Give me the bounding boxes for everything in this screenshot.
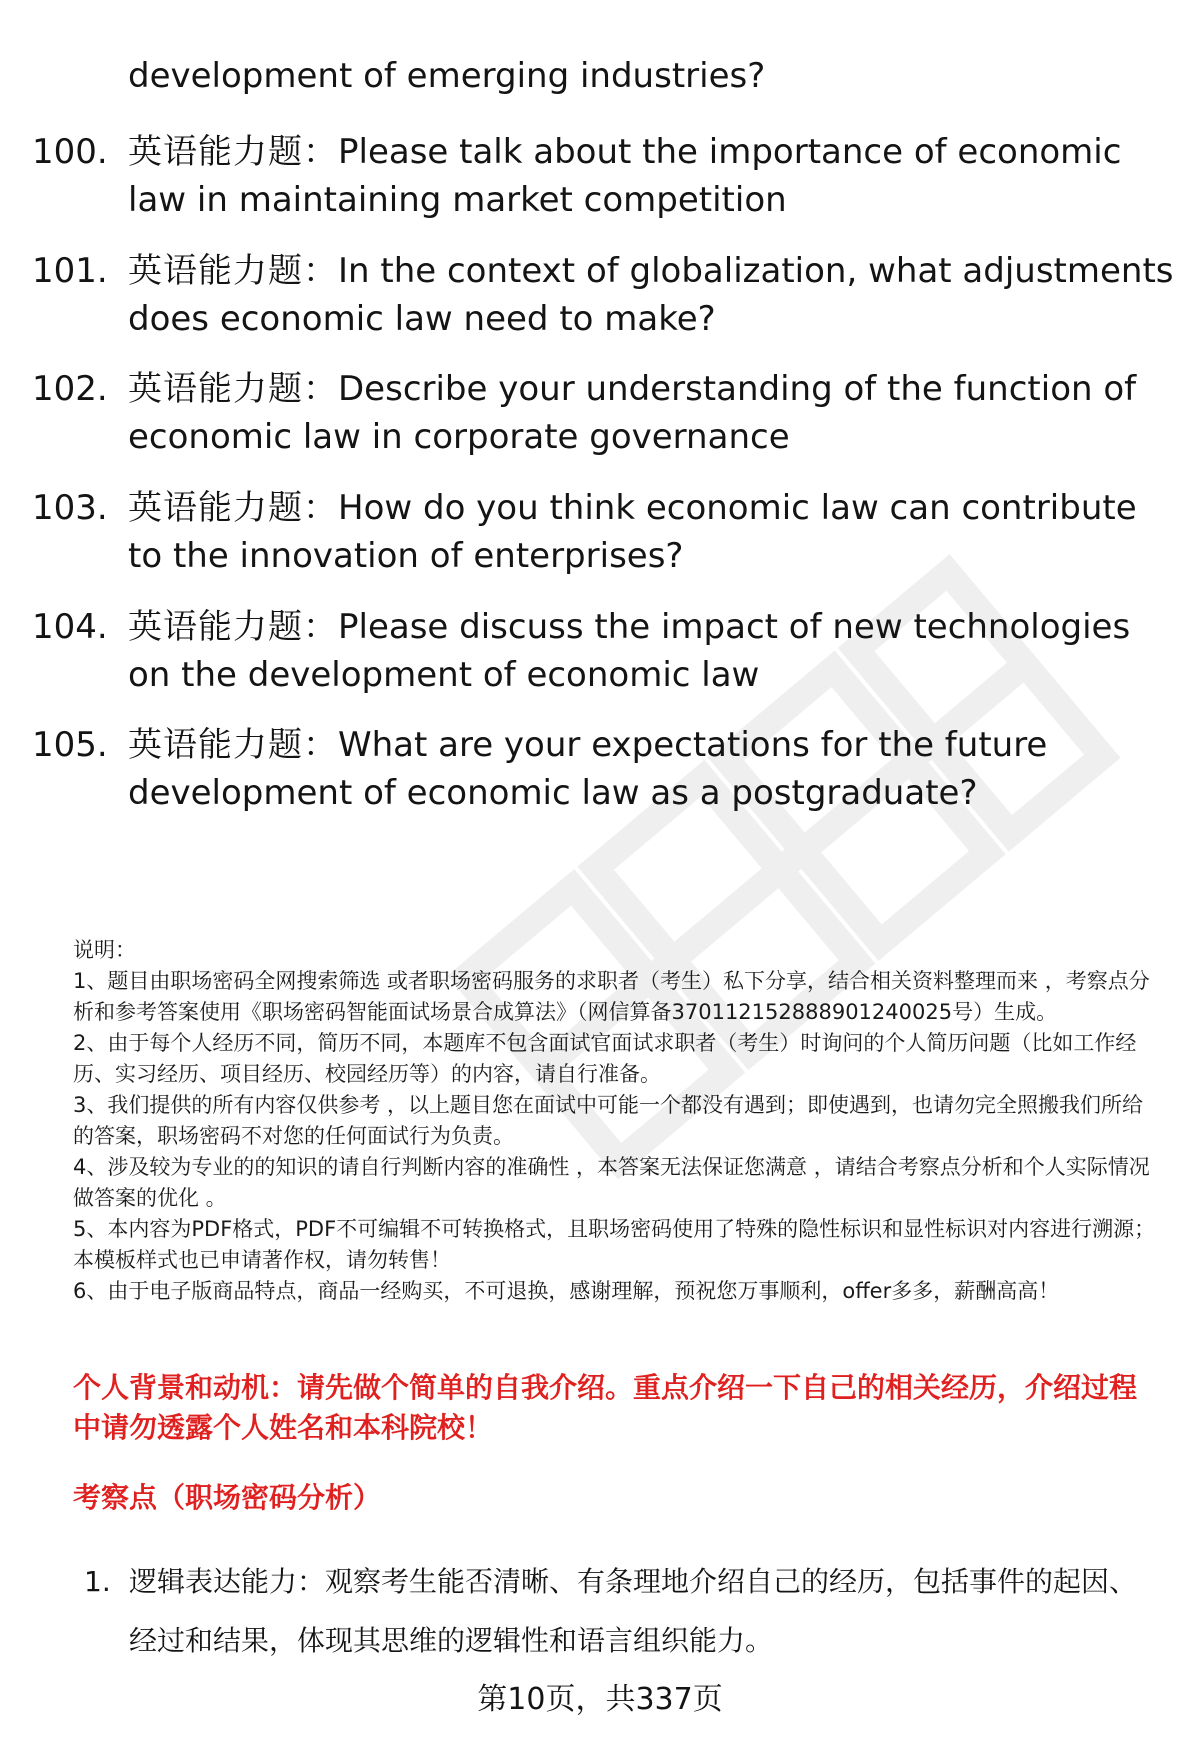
question-label: 英语能力题： bbox=[128, 725, 338, 765]
question-body bbox=[128, 52, 1178, 100]
question-label: 英语能力题： bbox=[128, 607, 338, 647]
notes-item: 4、涉及较为专业的的知识的请自行判断内容的准确性 ，本答案无法保证您满意 ，请结合考察点分析和个人实际情况做答案的优化 。 bbox=[73, 1155, 1150, 1210]
question-label: 英语能力题： bbox=[128, 488, 338, 528]
notes-item: 3、我们提供的所有内容仅供参考 ，以上题目您在面试中可能一个都没有遇到；即使遇到，也请勿完全照搬我们所给的答案，职场密码不对您的任何面试行为负责。 bbox=[73, 1093, 1144, 1148]
question-text: How do you think economic law can contribute to the innovation of enterprises? bbox=[128, 488, 1137, 576]
question-text: development of emerging industries? bbox=[128, 56, 766, 96]
notes-heading: 说明： bbox=[73, 938, 136, 962]
question-text: Please discuss the impact of new technologies on the development of economic law bbox=[128, 607, 1131, 695]
question-text: What are your expectations for the future development of economic law as a postgraduate? bbox=[128, 725, 1048, 813]
point-text: 逻辑表达能力：观察考生能否清晰、有条理地介绍自己的经历，包括事件的起因、经过和结果，体现其思维的逻辑性和语言组织能力。 bbox=[129, 1565, 1138, 1657]
question-text: Describe your understanding of the function of economic law in corporate governance bbox=[128, 369, 1137, 457]
notes-item: 1、题目由职场密码全网搜索筛选 或者职场密码服务的求职者（考生）私下分享，结合相关资料整理而来 ，考察点分析和参考答案使用《职场密码智能面试场景合成算法》（网信算备370112152888901240025号）生成。 bbox=[73, 969, 1150, 1024]
question-body bbox=[128, 247, 1178, 343]
question-body bbox=[128, 365, 1178, 461]
disclaimer-notes bbox=[73, 935, 1158, 1307]
page-footer: 第10页，共337页 bbox=[477, 1682, 723, 1717]
question-number: 104. bbox=[32, 607, 108, 647]
question-body bbox=[128, 484, 1178, 580]
notes-item: 5、本内容为PDF格式，PDF不可编辑不可转换格式，且职场密码使用了特殊的隐性标识和显性标识对内容进行溯源；本模板样式也已申请著作权，请勿转售！ bbox=[73, 1217, 1156, 1272]
question-number: 105. bbox=[32, 725, 108, 765]
question-label: 英语能力题： bbox=[128, 251, 338, 291]
question-number: 100. bbox=[32, 132, 108, 172]
question-body bbox=[128, 603, 1178, 699]
notes-item: 6、由于电子版商品特点，商品一经购买，不可退换，感谢理解，预祝您万事顺利，offer多多，薪酬高高！ bbox=[73, 1279, 1060, 1303]
question-label: 英语能力题： bbox=[128, 369, 338, 409]
question-body bbox=[128, 128, 1178, 224]
question-number: 103. bbox=[32, 488, 108, 528]
question-number: 102. bbox=[32, 369, 108, 409]
section-title: 个人背景和动机：请先做个简单的自我介绍。重点介绍一下自己的相关经历，介绍过程中请勿透露个人姓名和本科院校！ bbox=[73, 1371, 1138, 1444]
question-number: 101. bbox=[32, 251, 108, 291]
question-body bbox=[128, 721, 1178, 817]
question-label: 英语能力题： bbox=[128, 132, 338, 172]
point-number: 1. bbox=[84, 1565, 111, 1598]
question-text: Please talk about the importance of economic law in maintaining market competition bbox=[128, 132, 1122, 220]
section-subtitle: 考察点（职场密码分析） bbox=[73, 1481, 382, 1514]
question-text: In the context of globalization, what adjustments does economic law need to make? bbox=[128, 251, 1174, 339]
notes-item: 2、由于每个人经历不同，简历不同，本题库不包含面试官面试求职者（考生）时询问的个人简历问题（比如工作经历、实习经历、项目经历、校园经历等）的内容，请自行准备。 bbox=[73, 1031, 1137, 1086]
